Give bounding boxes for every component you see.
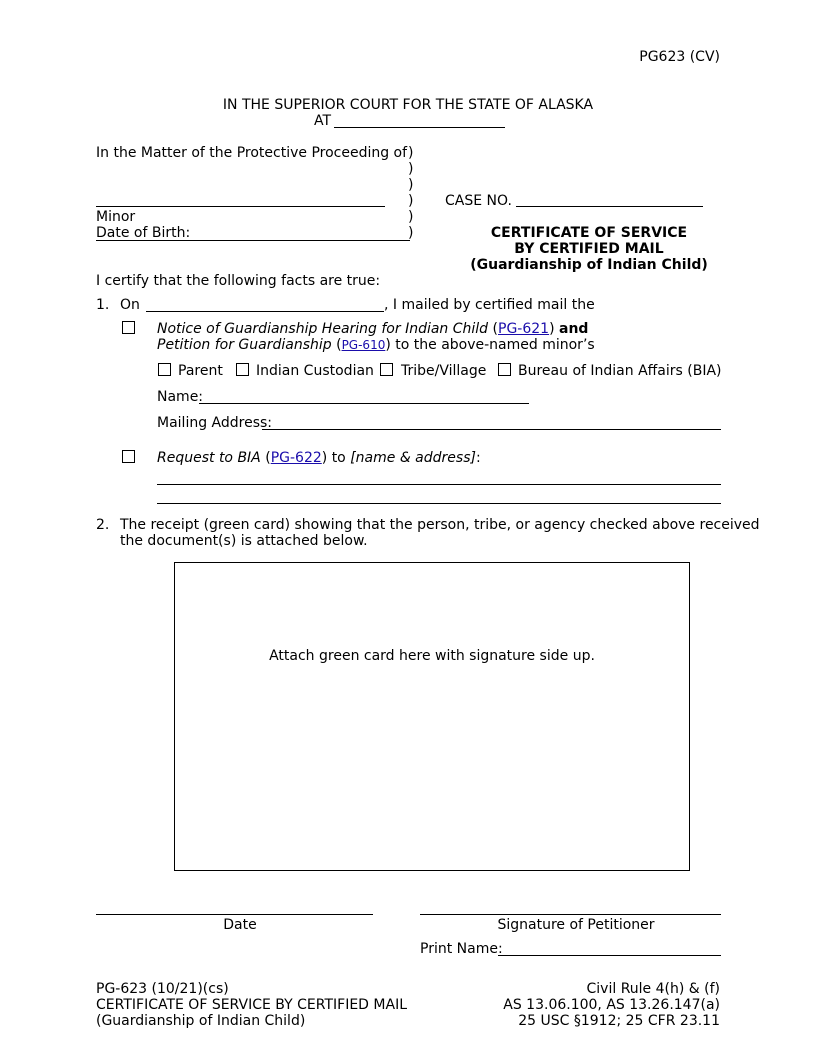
mailing-address-label: Mailing Address:: [157, 415, 273, 431]
footer-federal-law: 25 USC §1912; 25 CFR 23.11: [518, 1013, 720, 1029]
item1-number: 1.: [96, 297, 110, 313]
bia-checkbox[interactable]: [498, 363, 511, 376]
caption-paren: ): [408, 161, 414, 177]
case-no-field[interactable]: [516, 206, 703, 207]
minor-label: Minor: [96, 209, 136, 225]
pg621-link[interactable]: PG-621: [498, 321, 550, 337]
footer-statute: AS 13.06.100, AS 13.26.147(a): [503, 997, 720, 1013]
indian-custodian-checkbox[interactable]: [236, 363, 249, 376]
request-line: Request to BIA (PG-622) to [name & address]:: [157, 450, 481, 466]
item2-line2: the document(s) is attached below.: [120, 533, 368, 549]
notice-checkbox[interactable]: [122, 321, 135, 334]
bia-label: Bureau of Indian Affairs (BIA): [518, 363, 722, 379]
request-text: Request to BIA: [157, 450, 261, 466]
certify-statement: I certify that the following facts are true:: [96, 273, 381, 289]
footer-form-subtitle: (Guardianship of Indian Child): [96, 1013, 306, 1029]
caption-paren: ): [408, 193, 414, 209]
parent-label: Parent: [178, 363, 223, 379]
pg622-link[interactable]: PG-622: [270, 450, 322, 466]
print-name-label: Print Name:: [420, 941, 503, 957]
attach-instruction: Attach green card here with signature side up.: [269, 648, 595, 664]
item1-mailed-text: , I mailed by certified mail the: [384, 297, 595, 313]
name-label: Name:: [157, 389, 204, 405]
caption-paren: ): [408, 209, 414, 225]
bia-address-line2[interactable]: [157, 503, 721, 504]
case-no-label: CASE NO.: [445, 193, 512, 209]
doc-title-line2: BY CERTIFIED MAIL: [514, 241, 664, 257]
footer-rule: Civil Rule 4(h) & (f): [586, 981, 720, 997]
petitioner-signature-field[interactable]: [420, 914, 721, 915]
court-name: IN THE SUPERIOR COURT FOR THE STATE OF ALASKA: [222, 97, 594, 113]
dob-field[interactable]: [96, 240, 410, 241]
date-signature-field[interactable]: [96, 914, 373, 915]
parent-checkbox[interactable]: [158, 363, 171, 376]
mailing-address-field[interactable]: [262, 429, 721, 430]
court-at-label: AT: [314, 113, 332, 129]
name-address-text: [name & address]: [350, 450, 476, 466]
notice-text: Notice of Guardianship Hearing for Indian Child: [157, 321, 489, 337]
date-label: Date: [223, 917, 257, 933]
request-bia-checkbox[interactable]: [122, 450, 135, 463]
signature-label: Signature of Petitioner: [497, 917, 655, 933]
minor-name-field[interactable]: [96, 206, 385, 207]
tribe-village-label: Tribe/Village: [401, 363, 487, 379]
green-card-attach-area: [174, 562, 690, 871]
court-location-field[interactable]: [334, 127, 505, 128]
petition-line: Petition for Guardianship (PG-610) to the above-named minor’s: [157, 337, 595, 353]
item1-on-label: On: [120, 297, 140, 313]
bia-address-line1[interactable]: [157, 484, 721, 485]
caption-paren: ): [408, 225, 414, 241]
print-name-field[interactable]: [498, 955, 721, 956]
pg610-link[interactable]: PG-610: [341, 338, 386, 352]
footer-form-title: CERTIFICATE OF SERVICE BY CERTIFIED MAIL: [96, 997, 407, 1013]
footer-form-number: PG-623 (10/21)(cs): [96, 981, 229, 997]
item2-line1: The receipt (green card) showing that the person, tribe, or agency checked above received: [120, 517, 760, 533]
doc-title-line1: CERTIFICATE OF SERVICE: [490, 225, 688, 241]
item2-number: 2.: [96, 517, 110, 533]
and-text: and: [559, 321, 589, 337]
mailing-date-field[interactable]: [146, 311, 384, 312]
caption-paren: ): [408, 177, 414, 193]
petition-text: Petition for Guardianship: [157, 337, 332, 353]
colon-text: :: [475, 450, 481, 466]
to-text: to: [331, 450, 346, 466]
doc-title-line3: (Guardianship of Indian Child): [470, 257, 708, 273]
form-id: PG623 (CV): [639, 49, 720, 65]
notice-line: Notice of Guardianship Hearing for Indian Child (PG-621) and: [157, 321, 589, 337]
matter-label: In the Matter of the Protective Proceeding of: [96, 145, 408, 161]
recipient-name-field[interactable]: [199, 403, 529, 404]
caption-paren: ): [408, 145, 414, 161]
dob-label: Date of Birth:: [96, 225, 191, 241]
tribe-village-checkbox[interactable]: [380, 363, 393, 376]
indian-custodian-label: Indian Custodian: [256, 363, 374, 379]
to-minor-text: to the above-named minor’s: [395, 337, 595, 353]
